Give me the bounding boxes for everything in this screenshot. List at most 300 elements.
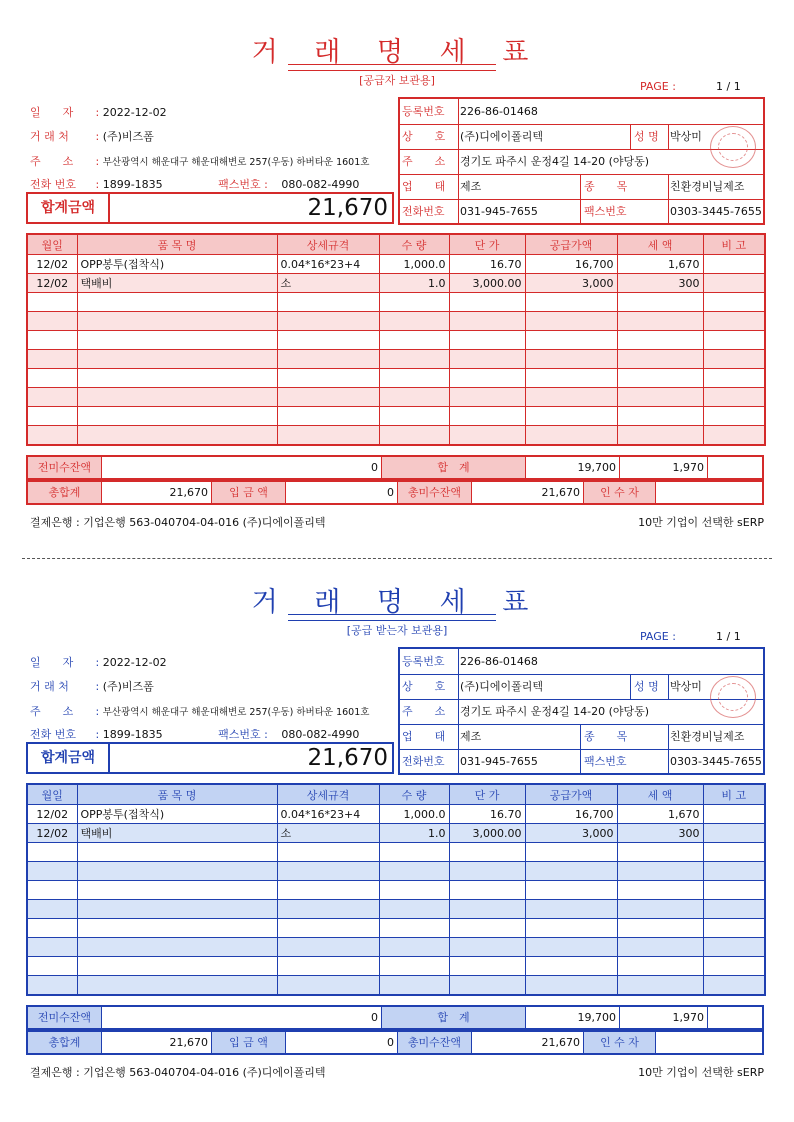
sum-label: 합 계 xyxy=(382,457,526,478)
column-header: 세 액 xyxy=(617,234,703,255)
table-cell: 16.70 xyxy=(449,805,525,824)
supplier-fax-label: 팩스번호 xyxy=(582,199,669,224)
receiver-value xyxy=(656,482,762,503)
table-cell: 12/02 xyxy=(27,255,77,274)
table-cell xyxy=(77,938,277,957)
address-label: 주 소 xyxy=(30,705,74,718)
table-cell xyxy=(77,293,277,312)
table-cell xyxy=(277,843,379,862)
address-value: 부산광역시 해운대구 해운대해변로 257(우동) 하버타운 1601호 xyxy=(102,157,370,168)
address-row: 주 소 : 부산광역시 해운대구 해운대해변로 257(우동) 하버타운 1601호 xyxy=(30,705,370,718)
table-cell xyxy=(703,919,765,938)
supplier-fax-label: 팩스번호 xyxy=(582,749,669,774)
sum-empty-cell xyxy=(708,457,762,478)
table-cell xyxy=(277,919,379,938)
table-cell xyxy=(77,862,277,881)
reg-label: 등록번호 xyxy=(400,649,459,674)
table-cell xyxy=(77,331,277,350)
table-cell xyxy=(27,293,77,312)
table-row xyxy=(27,881,765,900)
table-cell xyxy=(77,426,277,446)
table-cell xyxy=(27,938,77,957)
address-label: 주 소 xyxy=(30,155,74,168)
table-row xyxy=(27,824,765,843)
phone-row: 전화 번호 : 1899-1835 팩스번호 : 080-082-4990 xyxy=(30,728,360,741)
table-cell xyxy=(379,862,449,881)
table-cell: 12/02 xyxy=(27,274,77,293)
table-cell: 16,700 xyxy=(525,255,617,274)
date-label: 일 자 xyxy=(30,106,74,119)
table-cell xyxy=(703,312,765,331)
phone-value: 1899-1835 xyxy=(102,728,163,741)
deposit-label: 입 금 액 xyxy=(212,1032,286,1053)
client-value: (주)비즈폼 xyxy=(102,680,154,693)
grand-total-value: 21,670 xyxy=(102,482,212,503)
client-label: 거 래 처 xyxy=(30,680,69,693)
phone-value: 1899-1835 xyxy=(102,178,163,191)
supplier-phone-label: 전화번호 xyxy=(400,199,459,224)
table-cell: OPP봉투(접착식) xyxy=(77,255,277,274)
table-cell xyxy=(27,881,77,900)
table-cell xyxy=(449,976,525,996)
table-cell xyxy=(277,350,379,369)
table-cell xyxy=(617,350,703,369)
table-cell xyxy=(277,976,379,996)
table-row xyxy=(27,369,765,388)
client-label: 거 래 처 xyxy=(30,130,69,143)
column-header: 수 량 xyxy=(379,784,449,805)
supplier-info xyxy=(398,97,765,225)
receiver-label: 인 수 자 xyxy=(584,1032,656,1053)
table-cell xyxy=(525,350,617,369)
supplier-fax-value: 0303-3445-7655 xyxy=(670,205,762,218)
table-cell: 택배비 xyxy=(77,274,277,293)
deposit-label: 입 금 액 xyxy=(212,482,286,503)
table-cell xyxy=(617,976,703,996)
table-cell xyxy=(277,293,379,312)
table-cell xyxy=(449,938,525,957)
table-cell xyxy=(379,900,449,919)
table-cell xyxy=(277,862,379,881)
table-cell xyxy=(617,843,703,862)
company-value: (주)디에이폴리텍 xyxy=(458,124,631,149)
page-label: PAGE : xyxy=(640,80,676,93)
table-row xyxy=(27,274,765,293)
table-cell xyxy=(703,255,765,274)
client-row: 거 래 처 : (주)비즈폼 xyxy=(30,680,154,693)
table-cell xyxy=(27,426,77,446)
supplier-company-row xyxy=(400,674,763,700)
table-cell xyxy=(525,331,617,350)
table-cell: 소 xyxy=(277,824,379,843)
table-cell xyxy=(277,369,379,388)
supply-sum-value: 19,700 xyxy=(526,457,620,478)
table-cell xyxy=(449,312,525,331)
table-row xyxy=(27,312,765,331)
supplier-address-value: 경기도 파주시 운정4길 14-20 (야당동) xyxy=(460,155,650,168)
table-cell xyxy=(77,407,277,426)
table-cell xyxy=(379,957,449,976)
document-title: 거 래 명 세 표 xyxy=(251,587,543,618)
supplier-biz-row xyxy=(400,724,763,750)
fax-label: 팩스번호 : xyxy=(218,178,268,191)
table-cell xyxy=(379,312,449,331)
table-cell xyxy=(77,976,277,996)
fax-value: 080-082-4990 xyxy=(281,178,360,191)
table-cell xyxy=(617,312,703,331)
table-cell xyxy=(617,862,703,881)
table-cell: 16,700 xyxy=(525,805,617,824)
table-cell xyxy=(379,976,449,996)
ceo-value: 박상미 xyxy=(670,130,702,143)
table-cell: 3,000.00 xyxy=(449,824,525,843)
table-cell xyxy=(277,312,379,331)
table-row xyxy=(27,900,765,919)
document-subtitle: [공급 받는자 보관용] xyxy=(346,624,448,637)
table-cell: 1.0 xyxy=(379,824,449,843)
table-cell xyxy=(277,881,379,900)
table-cell: 12/02 xyxy=(27,824,77,843)
table-cell xyxy=(617,369,703,388)
table-cell xyxy=(617,388,703,407)
supply-sum-value: 19,700 xyxy=(526,1007,620,1028)
table-cell xyxy=(277,426,379,446)
table-row xyxy=(27,255,765,274)
sum-label: 합 계 xyxy=(382,1007,526,1028)
slogan: 10만 기업이 선택한 sERP xyxy=(638,516,764,529)
reg-value: 226-86-01468 xyxy=(460,655,538,668)
column-header: 품 목 명 xyxy=(77,784,277,805)
summary-row-2 xyxy=(26,1030,764,1055)
date-row: 일 자 : 2022-12-02 xyxy=(30,106,167,119)
biz-value: 제조 xyxy=(458,174,581,199)
table-cell xyxy=(617,919,703,938)
table-row xyxy=(27,805,765,824)
table-row xyxy=(27,957,765,976)
column-header: 비 고 xyxy=(703,784,765,805)
table-cell xyxy=(77,369,277,388)
column-header: 품 목 명 xyxy=(77,234,277,255)
table-cell xyxy=(379,369,449,388)
column-header: 비 고 xyxy=(703,234,765,255)
supplier-biz-row xyxy=(400,174,763,200)
table-cell xyxy=(379,919,449,938)
table-cell xyxy=(77,843,277,862)
total-amount-label: 합계금액 xyxy=(28,744,110,772)
supplier-phone-value: 031-945-7655 xyxy=(458,749,581,774)
table-cell: 택배비 xyxy=(77,824,277,843)
table-cell xyxy=(379,881,449,900)
statement-copy xyxy=(0,0,794,540)
table-cell xyxy=(449,388,525,407)
ceo-value: 박상미 xyxy=(670,680,702,693)
table-header-row xyxy=(27,784,765,805)
table-cell xyxy=(77,881,277,900)
document-subtitle: [공급자 보관용] xyxy=(359,74,435,87)
table-cell xyxy=(525,862,617,881)
table-cell xyxy=(449,862,525,881)
biz-value: 제조 xyxy=(458,724,581,749)
address-row: 주 소 : 부산광역시 해운대구 해운대해변로 257(우동) 하버타운 1601호 xyxy=(30,155,370,168)
deposit-value: 0 xyxy=(286,482,398,503)
table-cell xyxy=(27,957,77,976)
table-header-row xyxy=(27,234,765,255)
table-row xyxy=(27,407,765,426)
table-cell xyxy=(379,938,449,957)
page-number: 1 / 1 xyxy=(716,630,741,643)
supplier-company-row xyxy=(400,124,763,150)
column-header: 월일 xyxy=(27,234,77,255)
table-cell xyxy=(703,350,765,369)
table-cell xyxy=(77,388,277,407)
prev-balance-value: 0 xyxy=(102,457,382,478)
table-cell xyxy=(77,900,277,919)
table-cell xyxy=(617,407,703,426)
table-row xyxy=(27,919,765,938)
table-cell: 1,000.0 xyxy=(379,255,449,274)
supplier-fax-value: 0303-3445-7655 xyxy=(670,755,762,768)
table-cell xyxy=(703,881,765,900)
table-cell xyxy=(703,388,765,407)
column-header: 단 가 xyxy=(449,784,525,805)
supplier-address-label: 주 소 xyxy=(400,149,459,174)
table-cell xyxy=(379,388,449,407)
column-header: 수 량 xyxy=(379,234,449,255)
supplier-phone-value: 031-945-7655 xyxy=(458,199,581,224)
table-cell xyxy=(449,957,525,976)
slogan: 10만 기업이 선택한 sERP xyxy=(638,1066,764,1079)
company-value: (주)디에이폴리텍 xyxy=(458,674,631,699)
table-cell xyxy=(617,900,703,919)
phone-label: 전화 번호 xyxy=(30,728,77,741)
table-row xyxy=(27,938,765,957)
table-cell xyxy=(525,881,617,900)
table-cell xyxy=(449,426,525,446)
page-number: 1 / 1 xyxy=(716,80,741,93)
grand-total-value: 21,670 xyxy=(102,1032,212,1053)
table-cell: 1,670 xyxy=(617,255,703,274)
supplier-phone-row xyxy=(400,199,763,224)
table-cell xyxy=(277,407,379,426)
table-cell xyxy=(525,369,617,388)
grand-total-label: 총합계 xyxy=(28,1032,102,1053)
table-cell: 0.04*16*23+4 xyxy=(277,805,379,824)
table-cell xyxy=(379,843,449,862)
fax-label: 팩스번호 : xyxy=(218,728,268,741)
column-header: 공급가액 xyxy=(525,784,617,805)
table-cell xyxy=(525,919,617,938)
phone-label: 전화 번호 xyxy=(30,178,77,191)
table-cell xyxy=(27,407,77,426)
table-cell xyxy=(525,312,617,331)
deposit-value: 0 xyxy=(286,1032,398,1053)
title-underline xyxy=(288,64,496,71)
summary-row-1 xyxy=(26,1005,764,1030)
bank-info: 결제은행 : 기업은행 563-040704-04-016 (주)디에이폴리텍 xyxy=(30,516,326,529)
table-cell xyxy=(449,407,525,426)
table-cell: 3,000.00 xyxy=(449,274,525,293)
footer xyxy=(30,514,764,530)
type-value: 친환경비닐제조 xyxy=(670,730,745,743)
table-cell xyxy=(27,919,77,938)
date-value: 2022-12-02 xyxy=(102,106,167,119)
table-cell xyxy=(449,919,525,938)
table-cell xyxy=(703,938,765,957)
document-title: 거 래 명 세 표 xyxy=(251,37,543,68)
table-cell xyxy=(525,976,617,996)
date-row: 일 자 : 2022-12-02 xyxy=(30,656,167,669)
table-cell xyxy=(449,331,525,350)
table-cell xyxy=(703,293,765,312)
table-cell: 300 xyxy=(617,274,703,293)
table-cell xyxy=(703,407,765,426)
fax-value: 080-082-4990 xyxy=(281,728,360,741)
table-cell: 16.70 xyxy=(449,255,525,274)
type-value: 친환경비닐제조 xyxy=(670,180,745,193)
table-cell xyxy=(277,331,379,350)
prev-balance-value: 0 xyxy=(102,1007,382,1028)
table-row xyxy=(27,293,765,312)
table-row xyxy=(27,426,765,446)
table-cell xyxy=(27,388,77,407)
table-cell xyxy=(449,843,525,862)
client-value: (주)비즈폼 xyxy=(102,130,154,143)
table-cell: 소 xyxy=(277,274,379,293)
table-cell xyxy=(525,843,617,862)
table-cell xyxy=(77,350,277,369)
table-cell xyxy=(277,900,379,919)
table-cell xyxy=(617,426,703,446)
column-header: 상세규격 xyxy=(277,234,379,255)
table-row xyxy=(27,843,765,862)
sum-empty-cell xyxy=(708,1007,762,1028)
supplier-phone-row xyxy=(400,749,763,774)
tax-sum-value: 1,970 xyxy=(620,457,708,478)
column-header: 단 가 xyxy=(449,234,525,255)
table-cell xyxy=(703,843,765,862)
table-cell xyxy=(277,957,379,976)
table-cell xyxy=(703,976,765,996)
company-label: 상 호 xyxy=(400,674,459,699)
supplier-address-label: 주 소 xyxy=(400,699,459,724)
table-cell xyxy=(703,957,765,976)
tax-sum-value: 1,970 xyxy=(620,1007,708,1028)
table-cell xyxy=(27,350,77,369)
prev-balance-label: 전미수잔액 xyxy=(28,457,102,478)
items-table xyxy=(26,233,766,446)
table-cell xyxy=(27,312,77,331)
supplier-reg-row xyxy=(400,649,763,675)
table-cell xyxy=(703,274,765,293)
table-cell xyxy=(449,881,525,900)
table-cell xyxy=(27,843,77,862)
table-cell: 0.04*16*23+4 xyxy=(277,255,379,274)
type-label: 종 목 xyxy=(582,724,669,749)
total-amount-box xyxy=(26,742,394,774)
client-row: 거 래 처 : (주)비즈폼 xyxy=(30,130,154,143)
supplier-reg-row xyxy=(400,99,763,125)
table-cell xyxy=(27,331,77,350)
ceo-label: 성 명 xyxy=(632,124,669,149)
total-balance-value: 21,670 xyxy=(472,482,584,503)
table-row xyxy=(27,350,765,369)
table-cell: 300 xyxy=(617,824,703,843)
total-amount-box xyxy=(26,192,394,224)
table-cell xyxy=(525,900,617,919)
date-value: 2022-12-02 xyxy=(102,656,167,669)
total-amount-value: 21,670 xyxy=(307,745,388,771)
table-cell xyxy=(525,388,617,407)
table-cell xyxy=(617,938,703,957)
total-balance-label: 총미수잔액 xyxy=(398,1032,472,1053)
table-cell xyxy=(703,862,765,881)
reg-label: 등록번호 xyxy=(400,99,459,124)
table-cell xyxy=(617,957,703,976)
table-cell xyxy=(379,426,449,446)
ceo-label: 성 명 xyxy=(632,674,669,699)
table-cell xyxy=(449,369,525,388)
table-cell: 1,000.0 xyxy=(379,805,449,824)
table-cell xyxy=(617,881,703,900)
phone-row: 전화 번호 : 1899-1835 팩스번호 : 080-082-4990 xyxy=(30,178,360,191)
supplier-address-value: 경기도 파주시 운정4길 14-20 (야당동) xyxy=(460,705,650,718)
address-value: 부산광역시 해운대구 해운대해변로 257(우동) 하버타운 1601호 xyxy=(102,707,370,718)
title-underline xyxy=(288,614,496,621)
receiver-value xyxy=(656,1032,762,1053)
company-label: 상 호 xyxy=(400,124,459,149)
table-cell xyxy=(449,350,525,369)
table-cell xyxy=(617,331,703,350)
table-cell xyxy=(77,957,277,976)
reg-value: 226-86-01468 xyxy=(460,105,538,118)
table-cell xyxy=(379,407,449,426)
total-amount-value: 21,670 xyxy=(307,195,388,221)
table-cell xyxy=(525,407,617,426)
table-cell xyxy=(525,938,617,957)
bank-info: 결제은행 : 기업은행 563-040704-04-016 (주)디에이폴리텍 xyxy=(30,1066,326,1079)
table-cell xyxy=(525,957,617,976)
total-balance-label: 총미수잔액 xyxy=(398,482,472,503)
table-cell xyxy=(379,350,449,369)
table-cell xyxy=(27,862,77,881)
biz-label: 업 태 xyxy=(400,724,459,749)
footer xyxy=(30,1064,764,1080)
table-cell xyxy=(277,388,379,407)
page-label: PAGE : xyxy=(640,630,676,643)
table-cell xyxy=(77,919,277,938)
table-cell xyxy=(77,312,277,331)
table-cell: 12/02 xyxy=(27,805,77,824)
table-row xyxy=(27,331,765,350)
summary-row-2 xyxy=(26,480,764,505)
table-cell: OPP봉투(접착식) xyxy=(77,805,277,824)
supplier-address-row xyxy=(400,149,763,175)
column-header: 공급가액 xyxy=(525,234,617,255)
supplier-address-row xyxy=(400,699,763,725)
table-cell xyxy=(703,369,765,388)
table-cell xyxy=(617,293,703,312)
table-cell xyxy=(703,900,765,919)
items-table xyxy=(26,783,766,996)
column-header: 월일 xyxy=(27,784,77,805)
table-cell xyxy=(703,805,765,824)
table-cell: 3,000 xyxy=(525,274,617,293)
statement-copy xyxy=(0,550,794,1090)
table-row xyxy=(27,388,765,407)
biz-label: 업 태 xyxy=(400,174,459,199)
table-row xyxy=(27,862,765,881)
table-cell: 3,000 xyxy=(525,824,617,843)
